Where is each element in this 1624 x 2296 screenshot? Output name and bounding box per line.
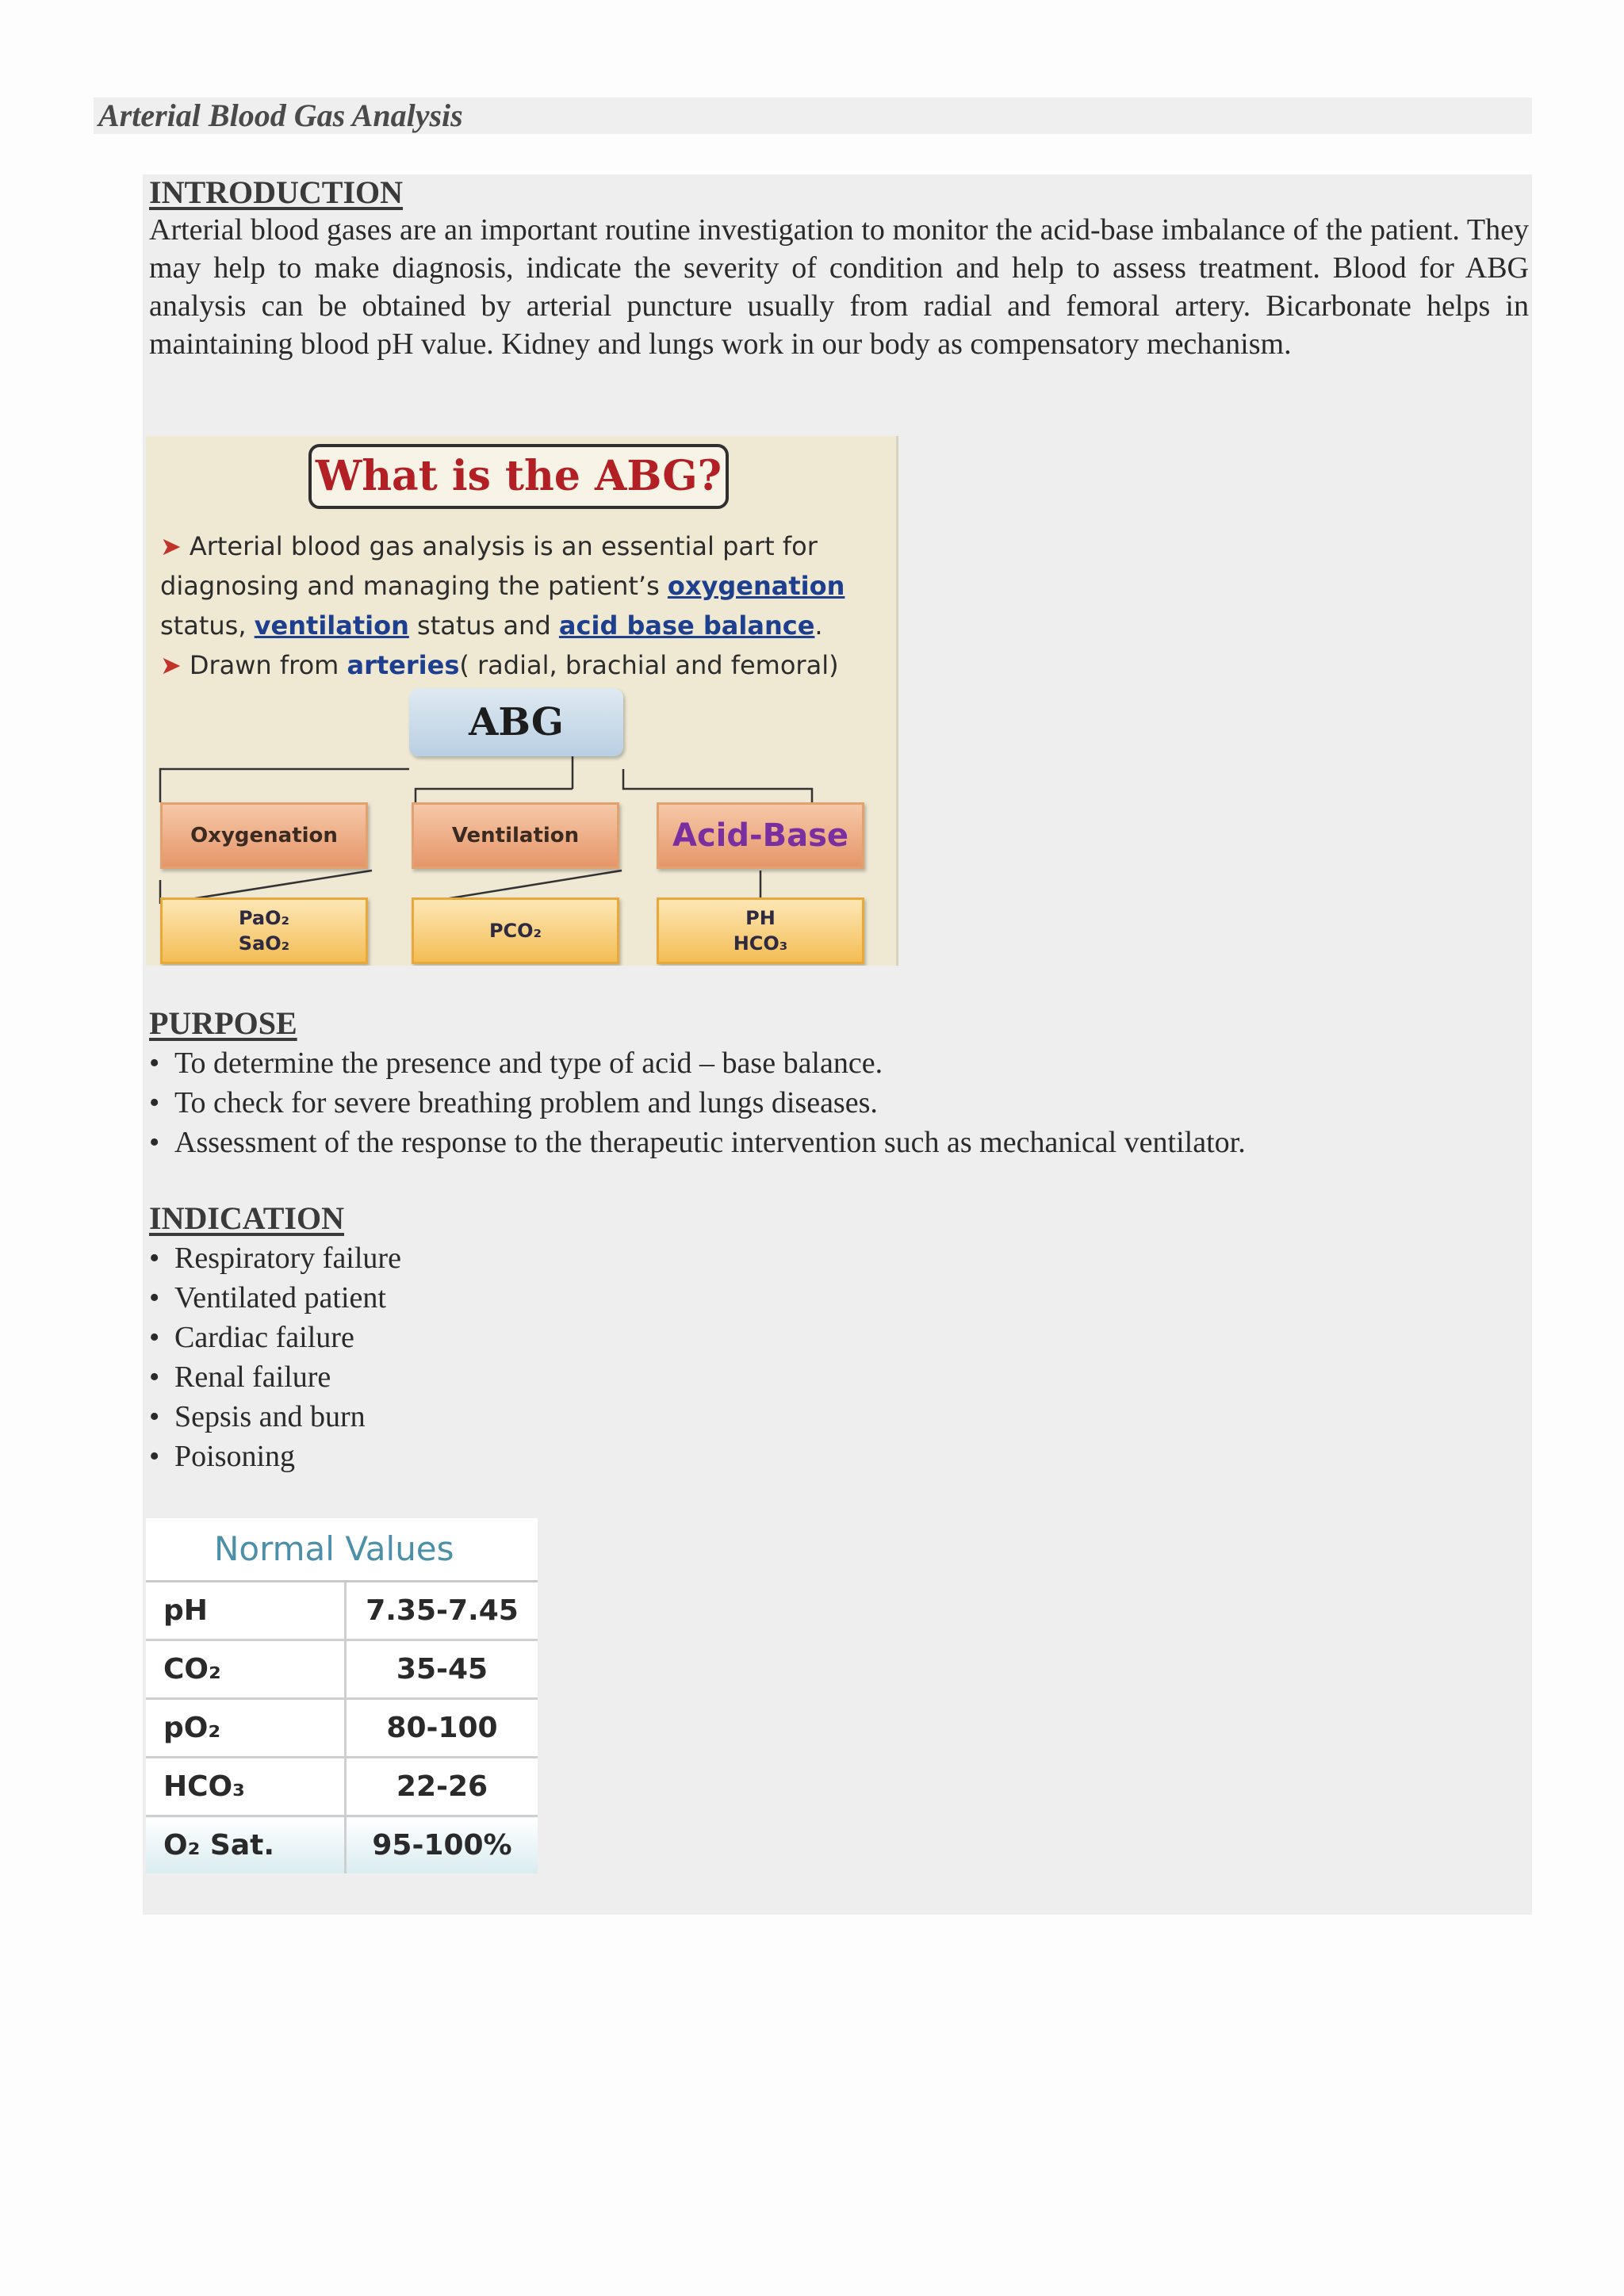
abg-bullet-line-2 [160, 571, 845, 601]
abg-highlight-ventilation: ventilation [254, 610, 409, 641]
table-row [146, 1758, 538, 1816]
abg-center-box: ABG [409, 688, 623, 756]
arrow-bullet-icon: ➤ [160, 650, 182, 680]
normal-values-title: Normal Values [146, 1518, 538, 1582]
value-cell: 35-45 [346, 1640, 538, 1699]
list-item: • Poisoning [149, 1437, 401, 1476]
abg-bullet-text: Arterial blood gas analysis is an essential part for [189, 531, 818, 561]
param-ph: PH [745, 907, 776, 929]
content-panel [143, 174, 1532, 1915]
purpose-list [149, 1043, 1246, 1162]
abg-highlight-oxygenation: oxygenation [667, 571, 845, 601]
list-item: • Cardiac failure [149, 1318, 401, 1357]
abg-bullet-line-3 [160, 610, 823, 641]
introduction-text: Arterial blood gases are an important routine investigation to monitor the acid-base imbalance of the patient. They may help to make diagnosis, indicate the severity of condition and help to assess treatment. Blood for ABG analysis can be obtained by arterial puncture usually from radial and femoral artery. Bicarbonate helps in maintaining blood pH value. Kidney and lungs work in our body as compensatory mechanism. [149, 213, 1529, 361]
list-item: • Ventilated patient [149, 1278, 401, 1318]
arrow-bullet-icon: ➤ [160, 531, 182, 561]
abg-bullet-text: . [814, 610, 823, 641]
param-cell: CO₂ [146, 1640, 346, 1699]
table-row [146, 1699, 538, 1758]
page-title: Arterial Blood Gas Analysis [98, 98, 463, 133]
introduction-heading: INTRODUCTION [149, 174, 404, 210]
param-cell: O₂ Sat. [146, 1816, 346, 1874]
list-item: • Renal failure [149, 1357, 401, 1397]
param-hco3: HCO₃ [733, 932, 788, 955]
title-bar [94, 98, 1532, 134]
table-row [146, 1816, 538, 1874]
value-cell: 80-100 [346, 1699, 538, 1758]
normal-values-table [146, 1518, 538, 1873]
acid-base-box: Acid-Base [657, 802, 864, 869]
oxygenation-box: Oxygenation [160, 802, 368, 869]
param-cell: pH [146, 1582, 346, 1640]
list-item: • Respiratory failure [149, 1238, 401, 1278]
abg-bullet-text: status and [417, 610, 551, 641]
purpose-heading: PURPOSE [149, 1005, 297, 1041]
ventilation-params-box [412, 897, 619, 964]
abg-infographic [146, 436, 898, 966]
abg-bullet-text: Drawn from [189, 650, 339, 680]
list-item: • To check for severe breathing problem and lungs diseases. [149, 1083, 1246, 1123]
table-row [146, 1582, 538, 1640]
param-sao2: SaO₂ [238, 932, 290, 955]
abg-bullet-line-1 [160, 531, 818, 561]
abg-figure-title: What is the ABG? [308, 444, 729, 509]
abg-bullet-text: status, [160, 610, 247, 641]
list-item: • To determine the presence and type of acid – base balance. [149, 1043, 1246, 1083]
value-cell: 7.35-7.45 [346, 1582, 538, 1640]
param-pco2: PCO₂ [488, 920, 542, 942]
indication-heading: INDICATION [149, 1200, 344, 1236]
abg-highlight-arteries: arteries [347, 650, 460, 680]
abg-highlight-acid-base: acid base balance [558, 610, 815, 641]
table-row [146, 1640, 538, 1699]
param-cell: HCO₃ [146, 1758, 346, 1816]
ventilation-box: Ventilation [412, 802, 619, 869]
value-cell: 22-26 [346, 1758, 538, 1816]
param-cell: pO₂ [146, 1699, 346, 1758]
normal-values-grid [146, 1582, 538, 1873]
oxygenation-params-box [160, 897, 368, 964]
list-item: • Sepsis and burn [149, 1397, 401, 1437]
param-pao2: PaO₂ [238, 907, 290, 929]
value-cell: 95-100% [346, 1816, 538, 1874]
abg-bullet-text: ( radial, brachial and femoral) [459, 650, 839, 680]
abg-bullet-text: diagnosing and managing the patient’s [160, 571, 660, 601]
acid-base-params-box [657, 897, 864, 964]
list-item: • Assessment of the response to the therapeutic intervention such as mechanical ventilator. [149, 1123, 1246, 1162]
abg-bullet-line-4 [160, 650, 839, 680]
indication-list [149, 1238, 401, 1476]
